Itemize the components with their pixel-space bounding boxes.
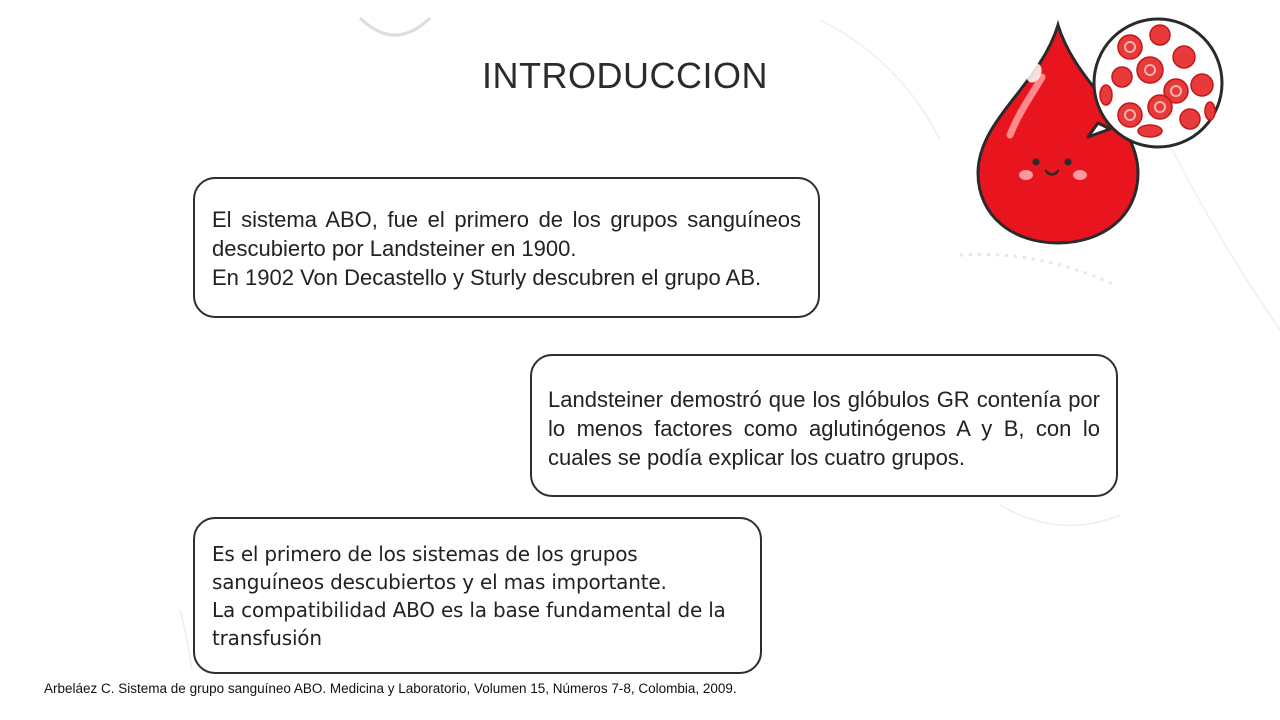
info-box-landsteiner bbox=[530, 354, 1118, 497]
reference-citation: Arbeláez C. Sistema de grupo sanguíneo ABO. Medicina y Laboratorio, Volumen 15, Números 7-8, Colombia, 2009. bbox=[44, 681, 737, 696]
info-box-importance bbox=[193, 517, 762, 674]
box3-text-line1: Es el primero de los sistemas de los grupos sanguíneos descubiertos y el mas importante. bbox=[212, 542, 667, 594]
blood-drop-icon bbox=[970, 15, 1235, 250]
info-box-abo-discovery bbox=[193, 177, 820, 318]
slide-title: INTRODUCCION bbox=[482, 55, 768, 96]
box2-text: Landsteiner demostró que los glóbulos GR contenía por lo menos factores como aglutinógenos A y B, con lo cuales se podía explicar los cuatro grupos. bbox=[548, 387, 1100, 470]
box1-text-line2: En 1902 Von Decastello y Sturly descubren el grupo AB. bbox=[212, 265, 762, 290]
box3-text-line2: La compatibilidad ABO es la base fundamental de la transfusión bbox=[212, 598, 726, 650]
box1-text-line1: El sistema ABO, fue el primero de los grupos sanguíneos descubierto por Landsteiner en 1900. bbox=[212, 207, 801, 261]
